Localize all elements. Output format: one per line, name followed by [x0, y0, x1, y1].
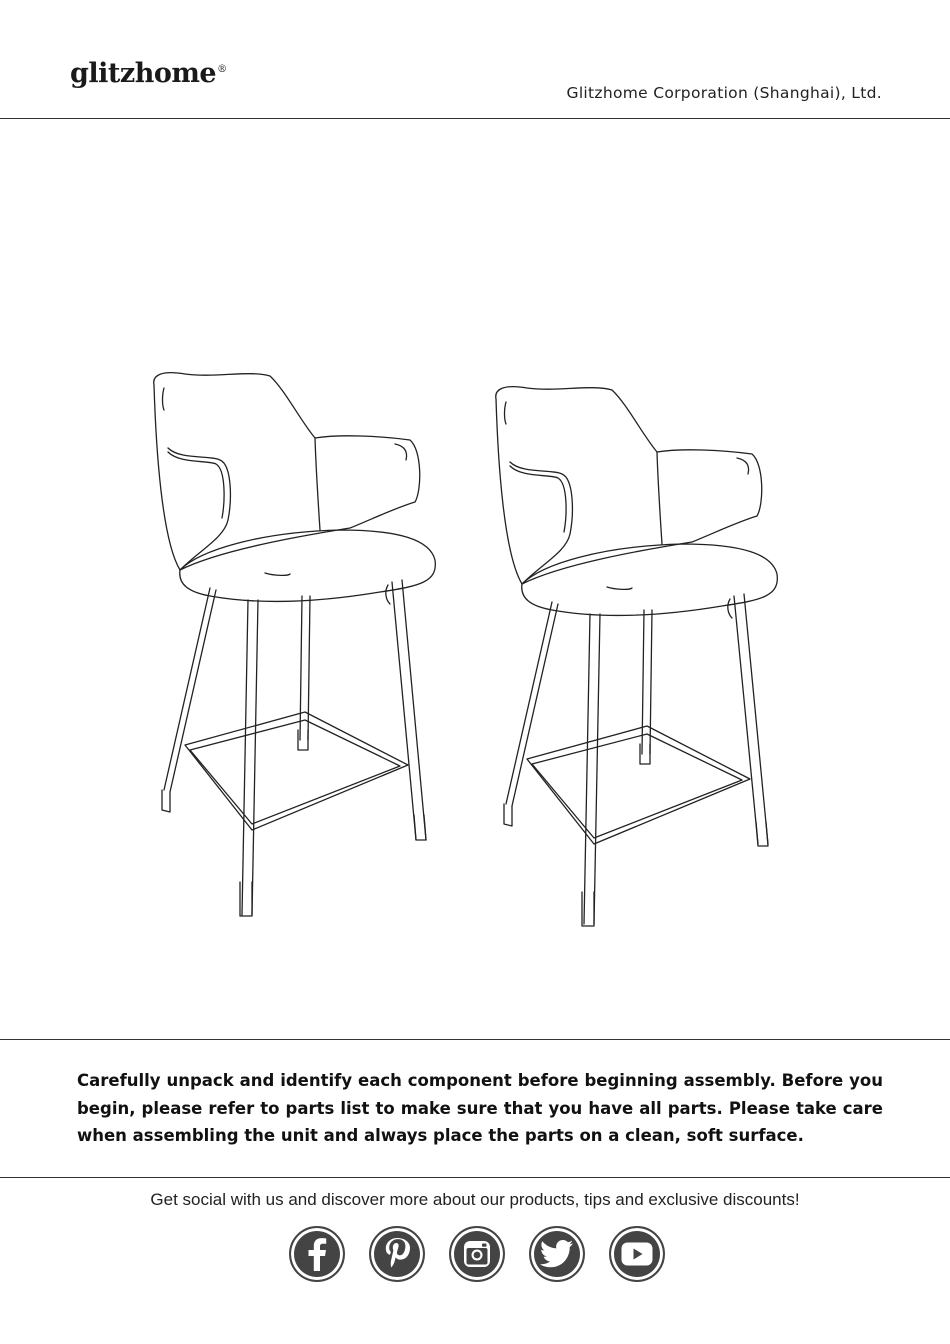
- youtube-icon[interactable]: [609, 1226, 665, 1282]
- company-name: Glitzhome Corporation (Shanghai), Ltd.: [566, 84, 882, 102]
- trademark-symbol: ®: [217, 64, 227, 75]
- social-tagline: Get social with us and discover more about our products, tips and exclusive discounts!: [150, 1190, 800, 1209]
- bar-stool-left: [154, 373, 436, 916]
- notice-top-divider: [0, 1039, 950, 1040]
- social-icons: [289, 1226, 665, 1282]
- header-divider: [0, 118, 950, 119]
- notice-bottom-divider: [0, 1177, 950, 1178]
- facebook-icon[interactable]: [289, 1226, 345, 1282]
- pinterest-icon[interactable]: [369, 1226, 425, 1282]
- brand-logo: [70, 58, 227, 89]
- bar-stools-illustration: [140, 360, 800, 940]
- assembly-notice: Carefully unpack and identify each component before beginning assembly. Before you begin, please refer to parts list to make sure that you have all parts. Please take care when assembling the unit and always place the parts on a clean, soft surface.: [77, 1071, 883, 1145]
- twitter-icon[interactable]: [529, 1226, 585, 1282]
- bar-stool-right: [496, 387, 778, 926]
- brand-name: glitzhome: [70, 58, 217, 89]
- instagram-icon[interactable]: [449, 1226, 505, 1282]
